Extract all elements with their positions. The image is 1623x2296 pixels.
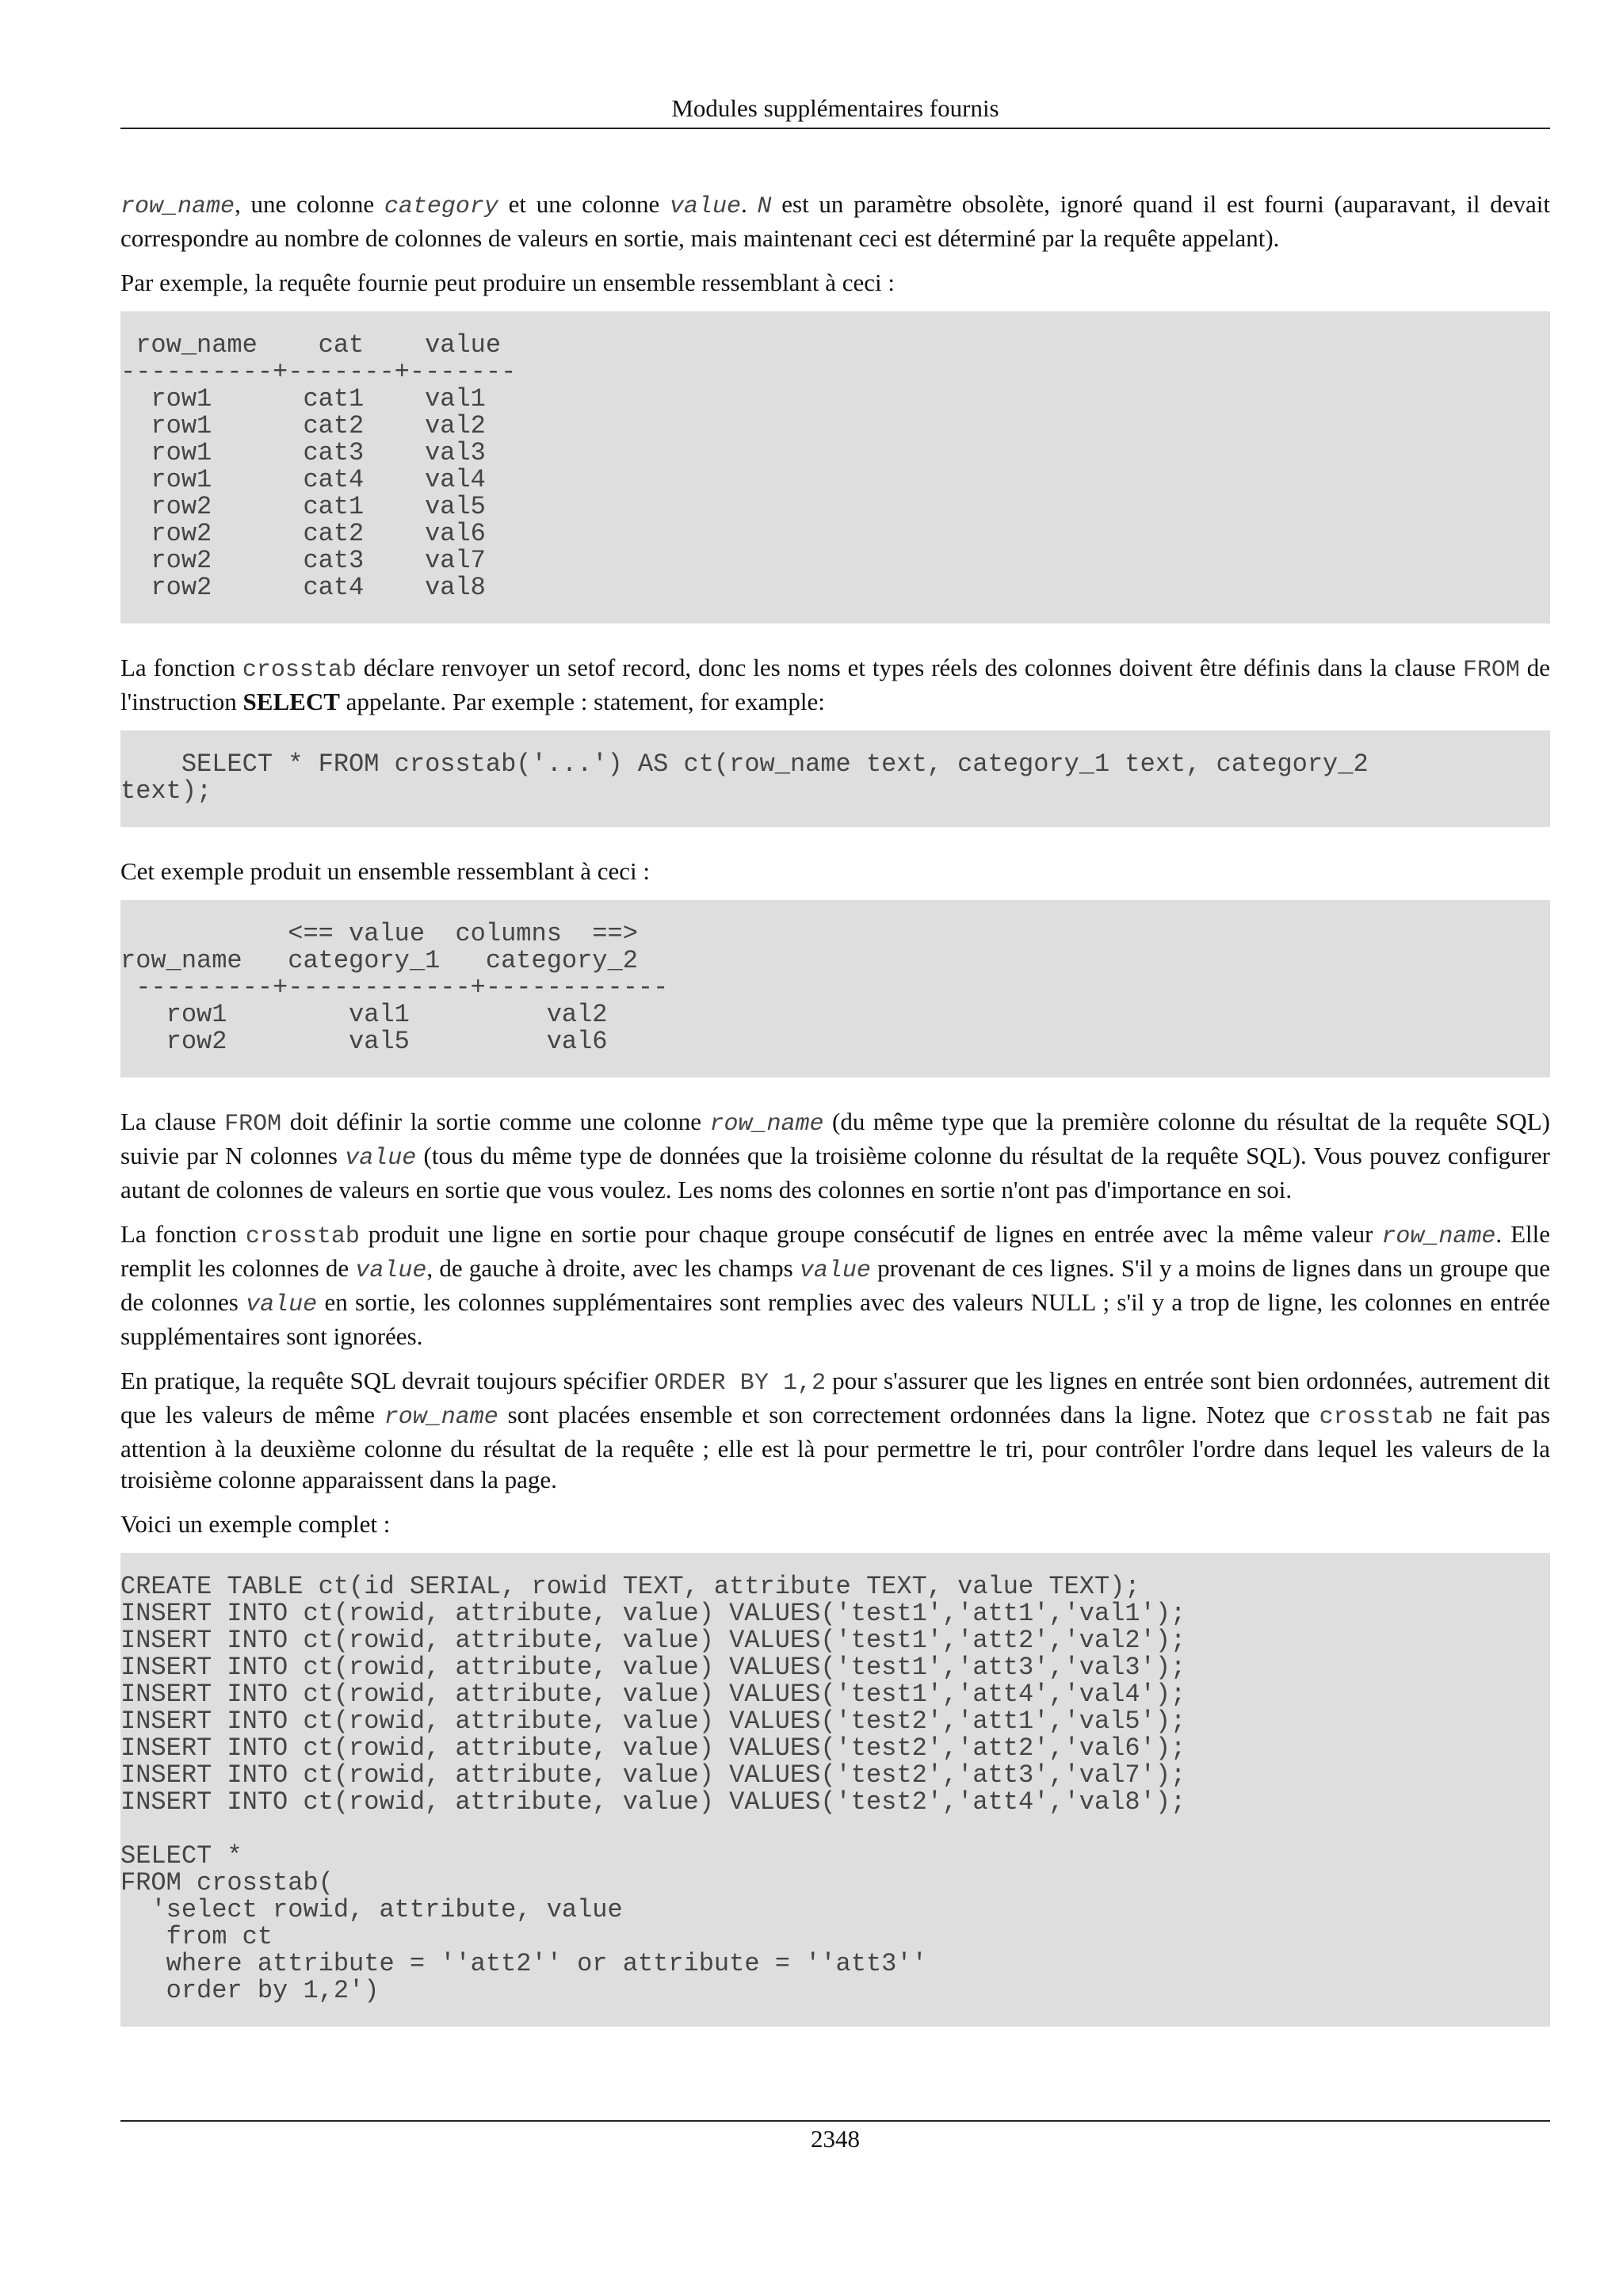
text: de l'instruction [120, 654, 1550, 715]
code-row-name: row_name [709, 1111, 824, 1138]
code-crosstab: crosstab [245, 1223, 360, 1250]
keyword-select: SELECT [242, 688, 340, 715]
paragraph-example-intro: Par exemple, la requête fournie peut produire un ensemble ressemblant à ceci : [120, 269, 895, 296]
code-from: FROM [224, 1111, 282, 1138]
code-row-name: row_name [120, 193, 235, 220]
text: déclare renvoyer un setof record, donc les noms et types réels des colonnes doivent être définis dans la clause [356, 654, 1463, 681]
text: , une colonne [235, 190, 384, 218]
code-category: category [384, 193, 498, 220]
code-value: value [345, 1145, 417, 1172]
code-crosstab: crosstab [1319, 1404, 1434, 1431]
text: La clause [120, 1108, 225, 1135]
code-crosstab: crosstab [242, 657, 357, 684]
text: . Elle remplit les colonnes de [120, 1220, 1550, 1282]
text: ne fait pas attention à la deuxième colonne du résultat de la requête ; elle est là pour permettre le tri, pour contrôler l'ordre dans lequel les valeurs de la troisième colonne apparaissent dans la page. [120, 1401, 1551, 1493]
paragraph-intro [120, 189, 1550, 254]
text: La fonction [120, 1220, 246, 1248]
paragraph-from-clause [120, 1106, 1550, 1205]
text: doit définir la sortie comme une colonne [281, 1108, 710, 1135]
code-from: FROM [1462, 657, 1520, 684]
text: produit une ligne en sortie pour chaque groupe consécutif de lignes en entrée avec la même valeur [359, 1220, 1382, 1248]
text: est un paramètre obsolète, ignoré quand il est fourni (auparavant, il devait correspondre au nombre de colonnes de valeurs en sortie, mais maintenant ceci est déterminé par la requête appelant). [120, 190, 1551, 252]
header-rule [120, 128, 1550, 129]
text: provenant de ces lignes. S'il y a moins de lignes dans un groupe que de colonnes [120, 1254, 1550, 1316]
code-value: value [670, 193, 742, 220]
code-order-by: ORDER BY 1,2 [654, 1370, 827, 1397]
code-block-select-statement: SELECT * FROM crosstab('...') AS ct(row_name text, category_1 text, category_2 text); [120, 730, 1550, 827]
text: . [741, 190, 758, 218]
text: sont placées ensemble et son correctement ordonnées dans la ligne. Notez que [498, 1401, 1319, 1428]
paragraph-crosstab-behaviour [120, 1219, 1550, 1352]
page-number: 2348 [811, 2125, 860, 2153]
code-value: value [355, 1257, 427, 1284]
text: , de gauche à droite, avec les champs [426, 1254, 800, 1282]
text: (du même type que la première colonne du résultat de la requête SQL) suivie par N colonnes [120, 1108, 1550, 1169]
code-value: value [246, 1291, 318, 1318]
text: La fonction [120, 654, 242, 681]
paragraph-full-example-intro: Voici un exemple complet : [120, 1510, 391, 1538]
text: en sortie, les colonnes supplémentaires sont remplies avec des valeurs NULL ; s'il y a trop de ligne, les colonnes en entrée supplémentaires sont ignorées. [120, 1288, 1550, 1350]
code-row-name: row_name [384, 1404, 498, 1431]
code-block-result: <== value columns ==> row_name category_1 category_2 ---------+------------+------------ row1 val1 val2 row2 val5 val6 [120, 900, 1550, 1077]
text: pour s'assurer que les lignes en entrée sont bien ordonnées, autrement dit que les valeurs de même [120, 1367, 1550, 1428]
text: et une colonne [498, 190, 670, 218]
footer-rule [120, 2120, 1550, 2122]
text: (tous du même type de données que la troisième colonne du résultat de la requête SQL). Vous pouvez configurer autant de colonnes de valeurs en sortie que vous voulez. Les noms des colonnes en sortie n'ont pas d'importance en soi. [120, 1142, 1550, 1203]
code-block-source-rows: row_name cat value ----------+-------+------- row1 cat1 val1 row1 cat2 val2 row1 cat3 val3 row1 cat4 val4 row2 cat1 val5 row2 cat2 val6 row2 cat3 val7 row2 cat4 val8 [120, 311, 1550, 624]
paragraph-order-by [120, 1365, 1550, 1495]
code-n: N [757, 193, 772, 220]
paragraph-setof-record [120, 652, 1550, 717]
text: appelante. Par exemple : statement, for example: [339, 688, 825, 715]
code-row-name: row_name [1381, 1223, 1496, 1250]
code-block-full-example: CREATE TABLE ct(id SERIAL, rowid TEXT, attribute TEXT, value TEXT); INSERT INTO ct(rowid, attribute, value) VALUES('test1','att1','val1'); INSERT INTO ct(rowid, attribute, value) VALUES('test1','att2','val2'); INSERT INTO ct(rowid, attribute, value) VALUES('test1','att3','val3'); INSERT INTO ct(rowid, attribute, value) VALUES('test1','att4','val4'); INSERT INTO ct(rowid, attribute, value) VALUES('test2','att1','val5'); INSERT INTO ct(rowid, attribute, value) VALUES('test2','att2','val6'); INSERT INTO ct(rowid, attribute, value) VALUES('test2','att3','val7'); INSERT INTO ct(rowid, attribute, value) VALUES('test2','att4','val8'); SELECT * FROM crosstab( 'select rowid, attribute, value from ct where attribute = ''att2'' or attribute = ''att3'' order by 1,2') [120, 1553, 1550, 2027]
text: En pratique, la requête SQL devrait toujours spécifier [120, 1367, 655, 1394]
code-value: value [799, 1257, 871, 1284]
page-content [120, 189, 1550, 2055]
running-header: Modules supplémentaires fournis [671, 94, 999, 122]
paragraph-result-intro: Cet exemple produit un ensemble ressemblant à ceci : [120, 857, 650, 885]
